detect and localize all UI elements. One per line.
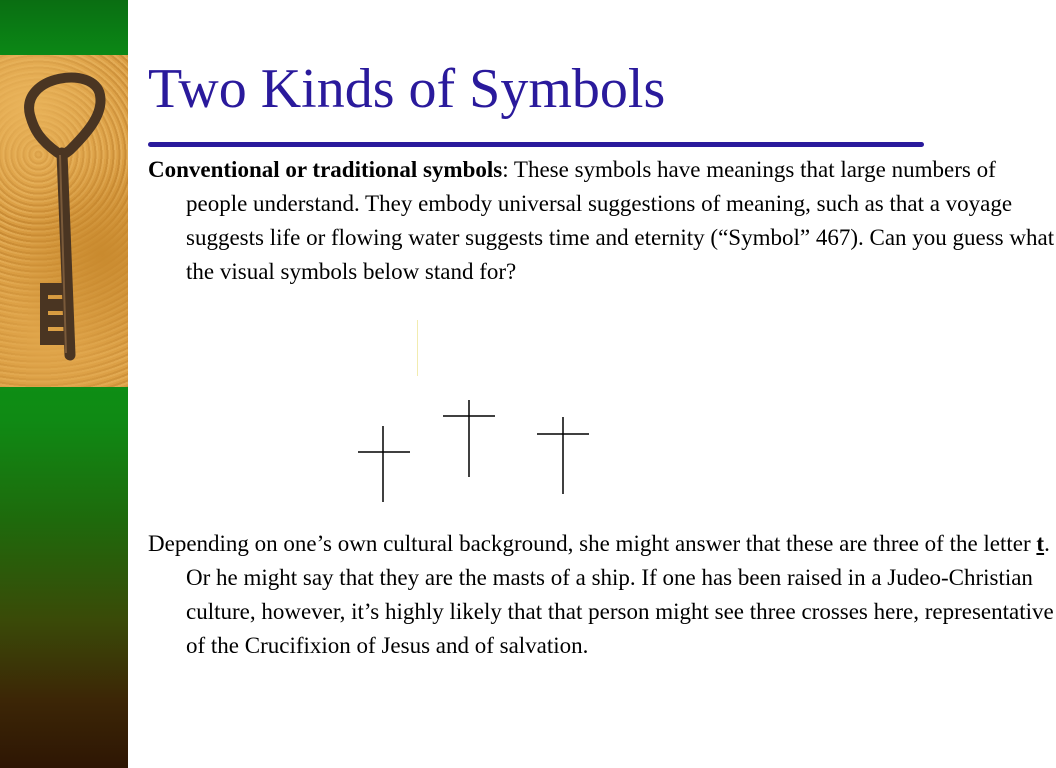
term-conventional-symbols: Conventional or traditional symbols: [148, 157, 503, 182]
letter-t: t: [1036, 531, 1045, 556]
title-underline: [148, 142, 924, 147]
page-title: Two Kinds of Symbols: [148, 58, 666, 120]
decorative-line: [417, 320, 418, 376]
paragraph1-text: : These symbols have meanings that large numbers of people understand. They embody universal suggestions of meaning, such as that a voyage suggests life or flowing water suggests time and eternity (“Symbol” 467). Can you guess what the visual symbols below stand for?: [186, 157, 1055, 284]
paragraph-cultural-background: [148, 527, 1056, 663]
sidebar-decoration: [0, 0, 128, 768]
cross-icon: [443, 400, 495, 477]
paragraph2-text-after: . Or he might say that they are the masts of a ship. If one has been raised in a Judeo-Christian culture, however, it’s highly likely that that person might see three crosses here, representative of the Crucifixion of Jesus and of salvation.: [186, 531, 1054, 658]
key-image: [0, 55, 128, 387]
paragraph2-text-before: Depending on one’s own cultural background, she might answer that these are three of the letter: [148, 531, 1037, 556]
cross-icon: [537, 417, 589, 494]
cross-icon: [358, 426, 410, 502]
paragraph-conventional-symbols: [148, 153, 1056, 289]
old-key-icon: [0, 55, 128, 387]
